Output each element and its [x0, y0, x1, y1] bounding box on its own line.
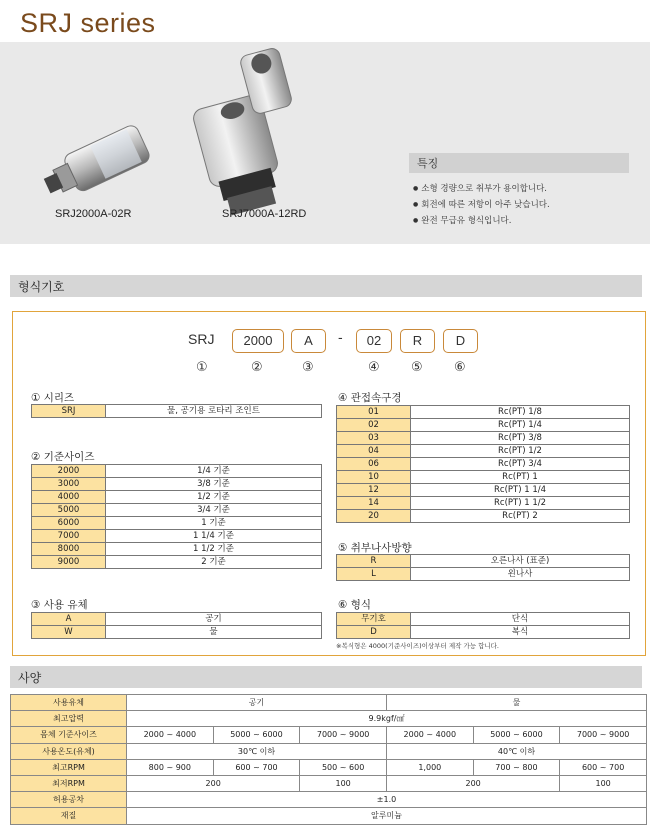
- table-cell: 8000: [32, 543, 106, 556]
- table-row: [11, 695, 647, 711]
- table-cell: 04: [337, 445, 411, 458]
- product-caption-1: SRJ2000A-02R: [55, 208, 132, 220]
- table-cell: 1 1/2 기준: [106, 543, 322, 556]
- table-cell: 02: [337, 419, 411, 432]
- table-cell: 40℃ 이하: [386, 743, 646, 759]
- table-cell: R: [337, 555, 411, 568]
- table-row: [11, 808, 647, 824]
- table-cell: 최고RPM: [11, 759, 127, 775]
- table-cell: 5000 ~ 6000: [473, 727, 560, 743]
- table-row: [32, 530, 322, 543]
- table-row: [337, 458, 630, 471]
- features-list: [413, 181, 550, 229]
- table-cell: Rc(PT) 1 1/4: [411, 484, 630, 497]
- table-row: [337, 626, 630, 639]
- table-cell: 2000 ~ 4000: [386, 727, 473, 743]
- product-hero: [0, 42, 650, 244]
- table-cell: 최고압력: [11, 711, 127, 727]
- fluid-table: [31, 612, 322, 639]
- table-row: [32, 543, 322, 556]
- table-cell: A: [32, 613, 106, 626]
- table-row: [32, 517, 322, 530]
- table-cell: 몸체 기준사이즈: [11, 727, 127, 743]
- feature-item: ● 회전에 따른 저항이 아주 낮습니다.: [413, 197, 550, 213]
- table-row: [337, 568, 630, 581]
- table-cell: 800 ~ 900: [127, 759, 214, 775]
- table-cell: 01: [337, 406, 411, 419]
- table-cell: Rc(PT) 3/4: [411, 458, 630, 471]
- table-cell: 1/2 기준: [106, 491, 322, 504]
- table-cell: 1 1/4 기준: [106, 530, 322, 543]
- size-heading: ② 기준사이즈: [31, 451, 95, 463]
- table-cell: 200: [386, 775, 559, 791]
- table-row: [337, 419, 630, 432]
- spec-table: [10, 694, 647, 825]
- table-cell: L: [337, 568, 411, 581]
- feature-item: ● 소형 경량으로 취부가 용이합니다.: [413, 181, 550, 197]
- table-cell: 7000 ~ 9000: [300, 727, 387, 743]
- table-cell: 2000 ~ 4000: [127, 727, 214, 743]
- table-cell: 10: [337, 471, 411, 484]
- table-cell: 6000: [32, 517, 106, 530]
- table-cell: 단식: [411, 613, 630, 626]
- table-cell: Rc(PT) 1/4: [411, 419, 630, 432]
- table-cell: 7000 ~ 9000: [560, 727, 647, 743]
- table-cell: 06: [337, 458, 411, 471]
- table-cell: W: [32, 626, 106, 639]
- table-row: [11, 743, 647, 759]
- code-dash: -: [338, 329, 343, 345]
- table-cell: 600 ~ 700: [560, 759, 647, 775]
- table-cell: 물, 공기용 로타리 조인트: [106, 405, 322, 418]
- table-cell: ±1.0: [127, 792, 647, 808]
- table-cell: 14: [337, 497, 411, 510]
- table-cell: 9000: [32, 556, 106, 569]
- table-row: [337, 497, 630, 510]
- fluid-heading: ③ 사용 유체: [31, 599, 88, 611]
- code-marker: ①: [196, 360, 208, 375]
- table-row: [337, 406, 630, 419]
- table-cell: 3000: [32, 478, 106, 491]
- code-type-box: D: [443, 329, 478, 353]
- table-cell: 200: [127, 775, 300, 791]
- table-cell: 5000 ~ 6000: [213, 727, 300, 743]
- table-cell: 사용온도(유체): [11, 743, 127, 759]
- table-cell: 알루미늄: [127, 808, 647, 824]
- table-cell: 사용유체: [11, 695, 127, 711]
- table-cell: 7000: [32, 530, 106, 543]
- code-marker: ③: [302, 360, 314, 375]
- table-cell: 600 ~ 700: [213, 759, 300, 775]
- table-cell: 500 ~ 600: [300, 759, 387, 775]
- table-cell: 9.9kgf/㎠: [127, 711, 647, 727]
- table-row: [32, 626, 322, 639]
- table-cell: 4000: [32, 491, 106, 504]
- table-cell: 12: [337, 484, 411, 497]
- code-marker: ⑤: [411, 360, 423, 375]
- table-row: [32, 465, 322, 478]
- table-cell: 1/4 기준: [106, 465, 322, 478]
- type-table: [336, 612, 630, 639]
- table-row: [32, 491, 322, 504]
- table-row: [32, 405, 322, 418]
- thread-table: [336, 554, 630, 581]
- page-title: SRJ series: [20, 8, 156, 38]
- table-row: [11, 775, 647, 791]
- table-cell: 03: [337, 432, 411, 445]
- size-table: [31, 464, 322, 569]
- table-cell: 20: [337, 510, 411, 523]
- table-cell: 2000: [32, 465, 106, 478]
- table-row: [337, 432, 630, 445]
- type-heading: ⑥ 형식: [338, 599, 372, 611]
- product-image-srj2000: [40, 112, 160, 222]
- table-cell: 100: [560, 775, 647, 791]
- table-cell: Rc(PT) 1: [411, 471, 630, 484]
- code-marker: ④: [368, 360, 380, 375]
- table-row: [337, 613, 630, 626]
- table-cell: 복식: [411, 626, 630, 639]
- table-row: [32, 504, 322, 517]
- table-cell: 2 기준: [106, 556, 322, 569]
- table-cell: 허용공차: [11, 792, 127, 808]
- table-cell: 3/4 기준: [106, 504, 322, 517]
- table-cell: Rc(PT) 2: [411, 510, 630, 523]
- model-code-heading: 형식기호: [10, 275, 642, 297]
- code-marker: ⑥: [454, 360, 466, 375]
- table-row: [11, 792, 647, 808]
- table-cell: 700 ~ 800: [473, 759, 560, 775]
- table-row: [11, 727, 647, 743]
- code-marker: ②: [251, 360, 263, 375]
- table-cell: 물: [386, 695, 646, 711]
- code-fluid-box: A: [291, 329, 326, 353]
- table-cell: 100: [300, 775, 387, 791]
- table-row: [337, 510, 630, 523]
- table-cell: 1,000: [386, 759, 473, 775]
- series-heading: ① 시리즈: [31, 392, 75, 404]
- table-row: [32, 556, 322, 569]
- code-connection-box: 02: [356, 329, 392, 353]
- code-size-box: 2000: [232, 329, 284, 353]
- table-cell: Rc(PT) 1/2: [411, 445, 630, 458]
- table-cell: 공기: [106, 613, 322, 626]
- table-row: [11, 711, 647, 727]
- table-cell: 1 기준: [106, 517, 322, 530]
- table-row: [337, 445, 630, 458]
- table-row: [11, 759, 647, 775]
- product-image-srj7000: [170, 47, 330, 217]
- table-cell: Rc(PT) 3/8: [411, 432, 630, 445]
- table-cell: 30℃ 이하: [127, 743, 387, 759]
- table-cell: 오른나사 (표준): [411, 555, 630, 568]
- table-row: [32, 478, 322, 491]
- table-row: [32, 613, 322, 626]
- table-cell: 3/8 기준: [106, 478, 322, 491]
- type-note: ※복식형은 4000(기준사이즈)이상부터 제작 가능 합니다.: [336, 642, 499, 650]
- code-prefix: SRJ: [188, 331, 215, 347]
- connection-table: [336, 405, 630, 523]
- table-cell: 무기호: [337, 613, 411, 626]
- table-row: [337, 471, 630, 484]
- table-cell: 최저RPM: [11, 775, 127, 791]
- thread-heading: ⑤ 취부나사방향: [338, 542, 412, 554]
- table-cell: 5000: [32, 504, 106, 517]
- spec-heading: 사양: [10, 666, 642, 688]
- table-cell: 물: [106, 626, 322, 639]
- series-table: [31, 404, 322, 418]
- table-cell: SRJ: [32, 405, 106, 418]
- code-thread-box: R: [400, 329, 435, 353]
- feature-item: ● 완전 무급유 형식입니다.: [413, 213, 550, 229]
- table-cell: 왼나사: [411, 568, 630, 581]
- table-cell: Rc(PT) 1/8: [411, 406, 630, 419]
- table-row: [337, 555, 630, 568]
- connection-heading: ④ 관접속구경: [338, 392, 402, 404]
- table-cell: Rc(PT) 1 1/2: [411, 497, 630, 510]
- table-cell: 재질: [11, 808, 127, 824]
- table-row: [337, 484, 630, 497]
- table-cell: 공기: [127, 695, 387, 711]
- table-cell: D: [337, 626, 411, 639]
- product-caption-2: SRJ7000A-12RD: [222, 208, 307, 220]
- features-heading: 특징: [409, 153, 629, 173]
